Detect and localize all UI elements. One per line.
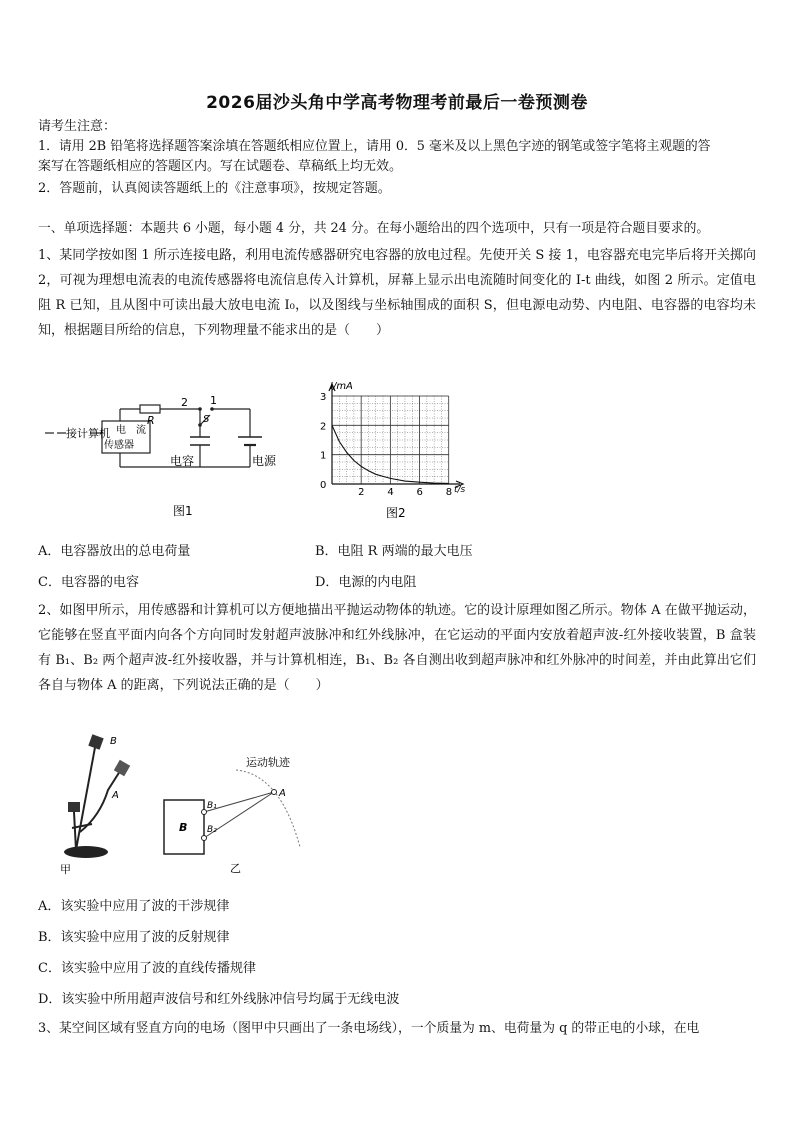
label-r: R <box>147 414 155 427</box>
q1-option-d[interactable]: D．电源的内电阻 <box>315 575 417 590</box>
stand-base <box>64 846 108 858</box>
page-title: 2026届沙头角中学高考物理考前最后一卷预测卷 <box>206 93 588 113</box>
label-1: 1 <box>210 394 217 407</box>
notice-item-1-line-2: 案写在答题纸相应的答题区内。写在试题卷、草稿纸上均无效。 <box>38 159 403 174</box>
chart-xlabel: t/s <box>454 485 466 495</box>
y-tick-label: 3 <box>320 392 327 403</box>
trajectory-curve <box>236 770 300 847</box>
x-tick-label: 4 <box>387 487 394 498</box>
q1-option-a[interactable]: A．电容器放出的总电荷量 <box>38 544 191 559</box>
question-2-stem: 2、如图甲所示，用传感器和计算机可以方便地描出平抛运动物体的轨迹。它的设计原理如图乙所示。物体 A 在做平抛运动，它能够在竖直平面内向各个方向同时发射超声波脉冲和红外线脉冲，在它运动的平面内安放着超声波-红外接收装置，B 盒装有 B₁、B₂ 两个超声波-红外接收器，并与计算机相连，B₁、B₂ 各自测出收到超声脉冲和红外脉冲的时间差，并由此算出它们各自与物体 A 的距离，下列说法正确的是（ ） <box>38 603 756 693</box>
yi-label-b2: B₂ <box>207 825 217 835</box>
x-tick-label: 2 <box>358 487 365 498</box>
label-capacitor: 电容 <box>170 454 195 468</box>
receiver-b1 <box>202 810 207 815</box>
figure-jia-caption: 甲 <box>60 863 71 876</box>
yi-label-b: B <box>179 821 188 834</box>
jia-label-b: B <box>110 736 117 747</box>
figure-1-circuit <box>40 385 290 520</box>
figure-2-chart <box>310 378 480 523</box>
figure-yi-principle <box>158 752 308 880</box>
chart-ylabel: I/mA <box>330 381 353 392</box>
notice-heading: 请考生注意： <box>38 119 117 134</box>
q2-option-b[interactable]: B．该实验中应用了波的反射规律 <box>38 930 230 945</box>
object-a-emitter <box>114 760 130 776</box>
y-tick-label: 2 <box>320 421 327 433</box>
q2-option-d[interactable]: D．该实验中所用超声波信号和红外线脉冲信号均属于无线电波 <box>38 992 400 1007</box>
label-source: 电源 <box>252 454 277 468</box>
figure-1-caption: 图1 <box>173 504 193 518</box>
ultrasonic-receiver-b <box>88 734 103 749</box>
y-tick-label: 0 <box>320 480 327 491</box>
q1-option-c[interactable]: C．电容器的电容 <box>38 575 139 590</box>
question-3-stem: 3、某空间区域有竖直方向的电场（图甲中只画出了一条电场线），一个质量为 m、电荷量为 q 的带正电的小球，在电 <box>38 1021 700 1036</box>
resistor-r <box>140 405 160 413</box>
yi-label-trajectory: 运动轨迹 <box>246 756 290 769</box>
section-heading: 一、单项选择题：本题共 6 小题，每小题 4 分，共 24 分。在每小题给出的四个选项中，只有一项是符合题目要求的。 <box>38 221 710 236</box>
figure-yi-caption: 乙 <box>230 862 241 875</box>
receiver-b2 <box>202 836 207 841</box>
x-tick-label: 6 <box>416 487 423 498</box>
label-computer: 接计算机 <box>66 427 110 440</box>
label-2: 2 <box>181 396 188 409</box>
q1-option-b[interactable]: B．电阻 R 两端的最大电压 <box>315 544 473 559</box>
yi-label-b1: B₁ <box>207 801 217 811</box>
figure-jia-apparatus <box>52 728 142 878</box>
notice-item-1-line-1: 1．请用 2B 铅笔将选择题答案涂填在答题纸相应位置上，请用 0．5 毫米及以上黑色字迹的钢笔或签字笔将主观题的答 <box>38 139 711 154</box>
question-1-stem: 1、某同学按如图 1 所示连接电路，利用电流传感器研究电容器的放电过程。先使开关 S 接 1，电容器充电完毕后将开关掷向 2，可视为理想电流表的电流传感器将电流信息传入计算机，屏幕上显示出电流随时间变化的 I-t 曲线，如图 2 所示。定值电阻 R 已知，且从图中可读出最大放电电流 I₀，以及图线与坐标轴围成的面积 S，但电源电动势、内电阻、电容器的电容均未知，根据题目所给的信息，下列物理量不能求出的是（ ） <box>38 248 756 338</box>
q2-option-a[interactable]: A．该实验中应用了波的干涉规律 <box>38 899 230 914</box>
figure-2-caption: 图2 <box>386 506 406 520</box>
yi-label-a: A <box>279 788 286 799</box>
x-tick-label: 8 <box>445 487 453 498</box>
y-tick-label: 1 <box>320 450 327 462</box>
label-sensor-1: 电 流 <box>116 425 146 436</box>
q2-option-c[interactable]: C．该实验中应用了波的直线传播规律 <box>38 961 256 976</box>
notice-item-2: 2．答题前，认真阅读答题纸上的《注意事项》，按规定答题。 <box>38 181 391 196</box>
label-s: S <box>203 414 210 425</box>
label-sensor-2: 传感器 <box>104 440 134 451</box>
jia-label-a: A <box>112 790 119 801</box>
object-a <box>272 790 277 795</box>
